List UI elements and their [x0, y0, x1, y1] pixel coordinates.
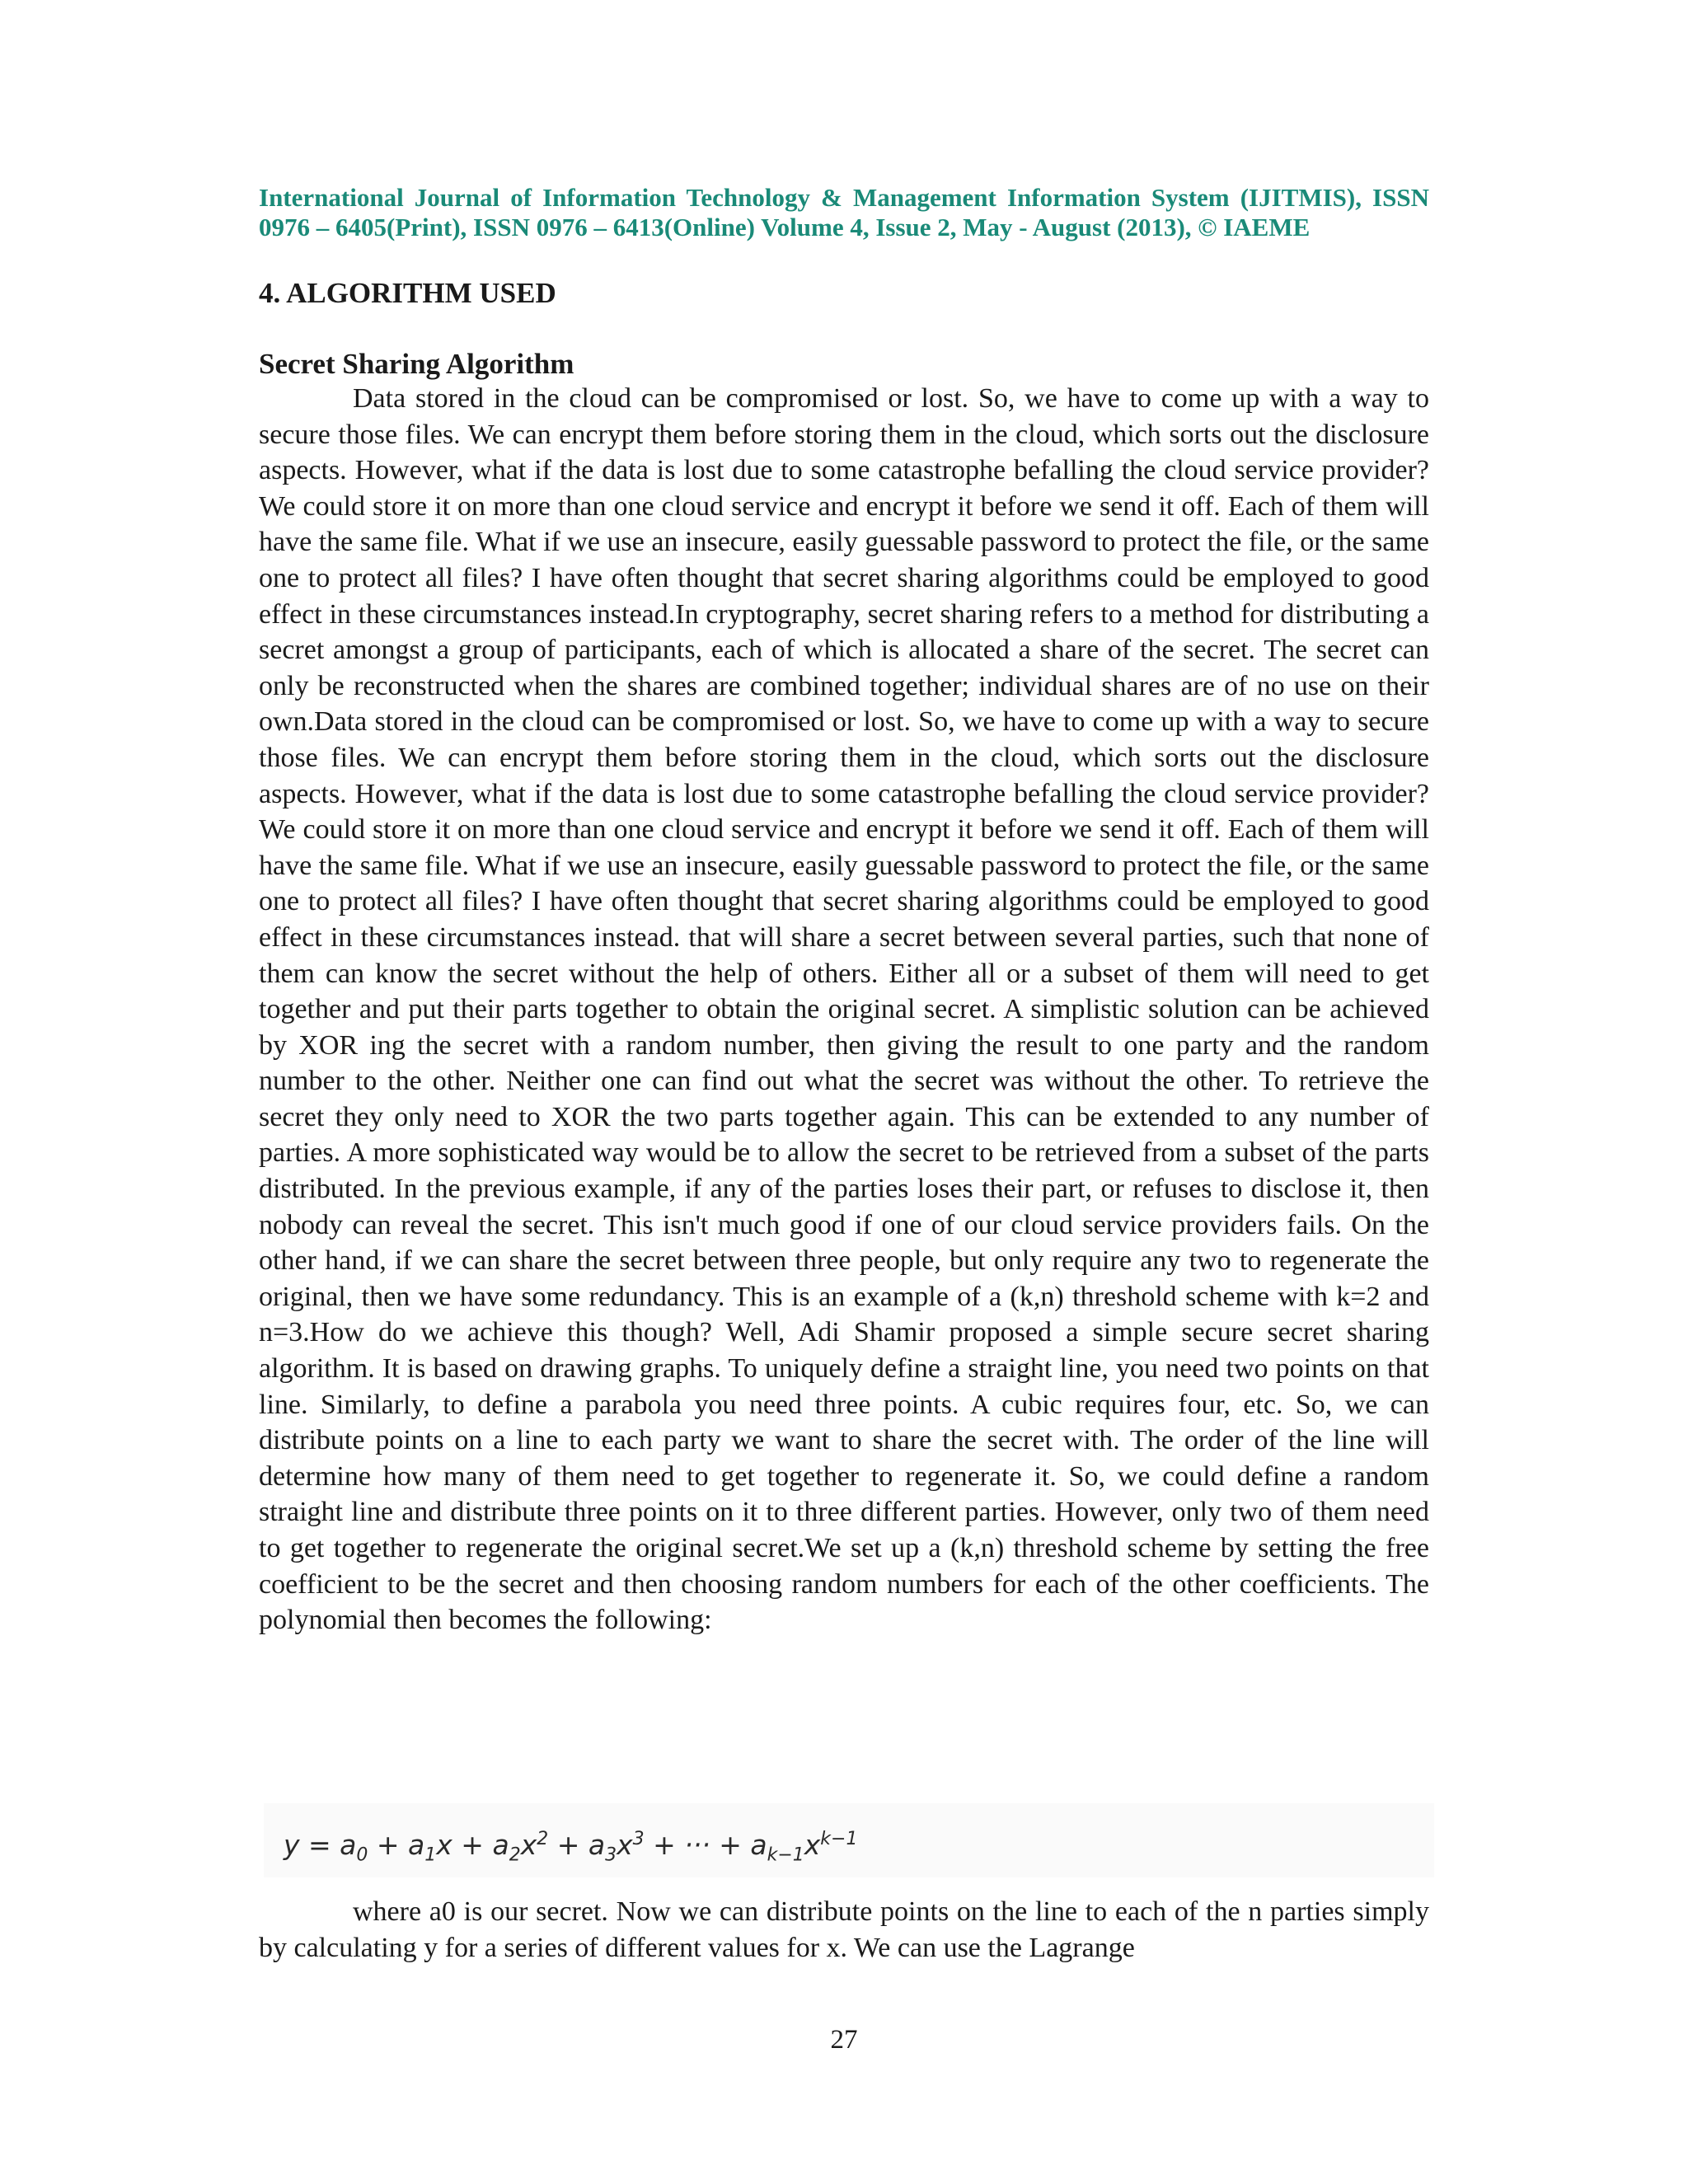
subsection-heading: Secret Sharing Algorithm: [259, 348, 574, 380]
polynomial-equation: [264, 1803, 1434, 1877]
section-heading: 4. ALGORITHM USED: [259, 277, 556, 309]
body-paragraph-2-text: where a0 is our secret. Now we can distribute points on the line to each of the n parties simply by calculating y for a series of different values for x. We can use the Lagrange: [259, 1896, 1429, 1963]
body-paragraph-1-text: Data stored in the cloud can be compromised or lost. So, we have to come up with a way to secure those files. We can encrypt them before storing them in the cloud, which sorts out the disclosure aspects. However, what if the data is lost due to some catastrophe befalling the cloud service provider? We could store it on more than one cloud service and encrypt it before we send it off. Each of them will have the same file. What if we use an insecure, easily guessable password to protect the file, or the same one to protect all files? I have often thought that secret sharing algorithms could be employed to good effect in these circumstances instead.In cryptography, secret sharing refers to a method for distributing a secret amongst a group of participants, each of which is allocated a share of the secret. The secret can only be reconstructed when the shares are combined together; individual shares are of no use on their own.Data stored in the cloud can be compromised or lost. So, we have to come up with a way to secure those files. We can encrypt them before storing them in the cloud, which sorts out the disclosure aspects. However, what if the data is lost due to some catastrophe befalling the cloud service provider? We could store it on more than one cloud service and encrypt it before we send it off. Each of them will have the same file. What if we use an insecure, easily guessable password to protect the file, or the same one to protect all files? I have often thought that secret sharing algorithms could be employed to good effect in these circumstances instead. that will share a secret between several parties, such that none of them can know the secret without the help of others. Either all or a subset of them will need to get together and put their parts together to obtain the original secret. A simplistic solution can be achieved by XOR ing the secret with a random number, then giving the result to one party and the random number to the other. Neither one can find out what the secret was without the other. To retrieve the secret they only need to XOR the two parts together again. This can be extended to any number of parties. A more sophisticated way would be to allow the secret to be retrieved from a subset of the parts distributed. In the previous example, if any of the parties loses their part, or refuses to disclose it, then nobody can reveal the secret. This isn't much good if one of our cloud service providers fails. On the other hand, if we can share the secret between three people, but only require any two to regenerate the original, then we have some redundancy. This is an example of a (k,n) threshold scheme with k=2 and n=3.How do we achieve this though? Well, Adi Shamir proposed a simple secure secret sharing algorithm. It is based on drawing graphs. To uniquely define a straight line, you need two points on that line. Similarly, to define a parabola you need three points. A cubic requires four, etc. So, we can distribute points on a line to each party we want to share the secret with. The order of the line will determine how many of them need to get together to regenerate it. So, we could define a random straight line and distribute three points on it to three different parties. However, only two of them need to get together to regenerate the original secret.We set up a (k,n) threshold scheme by setting the free coefficient to be the secret and then choosing random numbers for each of the other coefficients. The polynomial then becomes the following:: [259, 383, 1429, 1636]
body-paragraph-1: [259, 381, 1429, 1638]
page-number: 27: [830, 2025, 858, 2055]
journal-header-line-1: International Journal of Information Technology & Management Information System (IJITMIS), ISSN: [259, 183, 1429, 212]
journal-header: [259, 183, 1429, 242]
journal-header-line-2: 0976 – 6405(Print), ISSN 0976 – 6413(Online) Volume 4, Issue 2, May - August (2013), © IAEME: [259, 213, 1311, 241]
body-paragraph-2: [259, 1894, 1429, 1966]
equation-expression: $y = a_0 + a_1x + a_2x^2 + a_3x^3$ + ··· + $a_{k-1}x^{k-1}$: [284, 1829, 858, 1866]
